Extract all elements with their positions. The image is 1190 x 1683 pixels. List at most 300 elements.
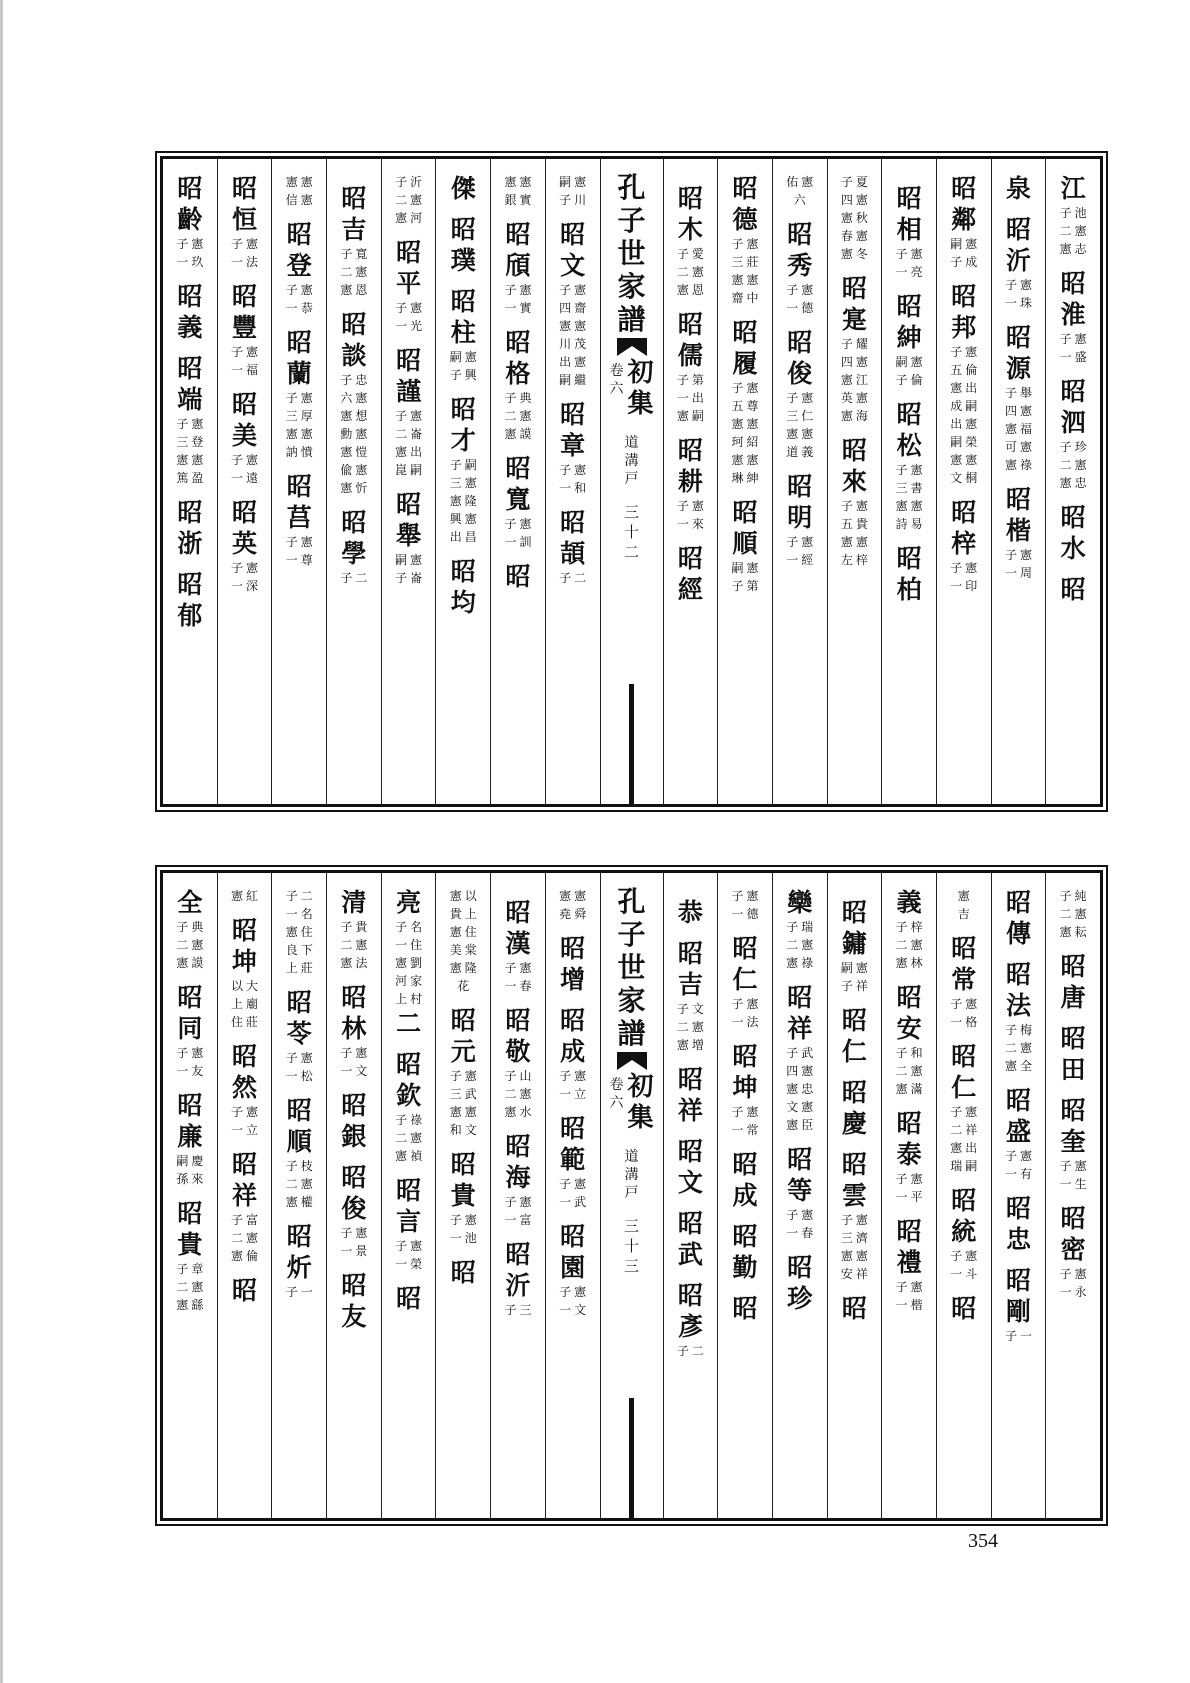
annotation-character: 二 xyxy=(176,938,189,952)
annotation-note xyxy=(176,1260,203,1278)
annotation-note xyxy=(732,433,759,451)
genealogy-column xyxy=(271,873,326,1518)
name-character: 昭 xyxy=(286,220,312,249)
annotation-character: 紳 xyxy=(746,471,759,485)
name-character: 安 xyxy=(896,1014,922,1043)
name-character: 俊 xyxy=(341,1194,367,1223)
annotation-character: 子 xyxy=(504,1069,517,1083)
annotation-character: 憲 xyxy=(285,175,298,189)
annotation-character: 子 xyxy=(285,1159,298,1173)
publisher-character: 戸 xyxy=(624,1185,639,1201)
annotation-note xyxy=(1005,1165,1032,1183)
name-character: 範 xyxy=(560,1145,586,1174)
name-character: 亮 xyxy=(396,888,422,917)
annotation-note xyxy=(340,443,367,461)
annotation-character: 子 xyxy=(1059,206,1072,220)
name-character: 昭 xyxy=(450,1150,476,1179)
annotation-character: 繇 xyxy=(191,1298,204,1312)
title-character: 世 xyxy=(617,237,646,270)
annotation-character: 三 xyxy=(731,255,744,269)
name-character: 昭 xyxy=(841,1294,867,1323)
name-character: 昭 xyxy=(896,544,922,573)
annotation-character: 子 xyxy=(176,1262,189,1276)
annotation-character: 崙 xyxy=(410,427,423,441)
annotation-note xyxy=(231,1103,258,1121)
annotation-character: 憲 xyxy=(1074,458,1087,472)
annotation-note xyxy=(841,533,868,551)
folio-character: 三 xyxy=(623,1217,639,1235)
annotation-character: 法 xyxy=(355,956,368,970)
annotation-note xyxy=(958,887,970,905)
annotation-note xyxy=(231,253,258,271)
annotation-character: 實 xyxy=(519,193,532,207)
annotation-character: 松 xyxy=(300,1069,313,1083)
name-character: 昭 xyxy=(560,934,586,963)
annotation-character: 憲 xyxy=(246,237,259,251)
name-character: 順 xyxy=(732,529,758,558)
annotation-character: 莊 xyxy=(300,961,313,975)
annotation-note xyxy=(286,923,313,941)
annotation-character: 憲 xyxy=(574,1285,587,1299)
annotation-character: 憲 xyxy=(574,319,587,333)
annotation-note xyxy=(1005,1021,1032,1039)
annotation-character: 立 xyxy=(574,1087,587,1101)
annotation-note xyxy=(286,941,313,959)
annotation-character: 二 xyxy=(895,938,908,952)
name-character: 水 xyxy=(1060,534,1086,563)
annotation-character: 印 xyxy=(965,579,978,593)
name-character: 昭 xyxy=(396,490,422,519)
annotation-character: 憲 xyxy=(840,409,853,423)
title-character: 子 xyxy=(617,918,646,951)
name-character: 平 xyxy=(396,269,422,298)
annotation-character: 臣 xyxy=(801,1118,814,1132)
annotation-character: 憲 xyxy=(574,283,587,297)
annotation-character: 憲 xyxy=(676,409,689,423)
name-character: 昭 xyxy=(787,1253,813,1282)
annotation-note xyxy=(841,335,868,353)
name-character: 昭 xyxy=(450,395,476,424)
collection-character: 集 xyxy=(627,389,654,419)
annotation-character: 憲 xyxy=(449,925,462,939)
annotation-character: 一 xyxy=(340,1064,353,1078)
name-character: 昭 xyxy=(560,400,586,429)
annotation-note xyxy=(841,1247,868,1265)
annotation-character: 二 xyxy=(676,1020,689,1034)
name-character: 昭 xyxy=(677,544,703,573)
annotation-note xyxy=(1005,456,1032,474)
name-character: 昭 xyxy=(896,983,922,1012)
annotation-character: 憲 xyxy=(285,1195,298,1209)
name-character: 昭 xyxy=(951,1294,977,1323)
name-character: 銀 xyxy=(341,1122,367,1151)
annotation-note xyxy=(732,995,759,1013)
annotation-character: 常 xyxy=(746,1123,759,1137)
annotation-note xyxy=(286,281,313,299)
annotation-character: 憲 xyxy=(449,889,462,903)
annotation-note xyxy=(958,905,970,923)
annotation-character: 志 xyxy=(1074,242,1087,256)
annotation-character: 一 xyxy=(1059,350,1072,364)
annotation-character: 嗣 xyxy=(410,463,423,477)
annotation-character: 子 xyxy=(950,345,963,359)
annotation-character: 崑 xyxy=(395,463,408,477)
annotation-character: 憲 xyxy=(300,175,313,189)
annotation-character: 倫 xyxy=(910,373,923,387)
annotation-note xyxy=(677,1342,704,1360)
annotation-character: 憲 xyxy=(910,1172,923,1186)
name-character: 昭 xyxy=(677,1209,703,1238)
annotation-character: 憲 xyxy=(300,1177,313,1191)
name-character: 坤 xyxy=(732,1073,758,1102)
name-character: 仁 xyxy=(951,1073,977,1102)
name-character: 成 xyxy=(732,1181,758,1210)
name-character: 昭 xyxy=(732,1042,758,1071)
annotation-note xyxy=(286,1067,313,1085)
annotation-note xyxy=(340,1044,367,1062)
annotation-note xyxy=(176,469,203,487)
volume-character: 六 xyxy=(609,1095,624,1111)
annotation-character: 二 xyxy=(950,1123,963,1137)
annotation-character: 憲 xyxy=(676,283,689,297)
annotation-note xyxy=(395,918,422,936)
annotation-character: 憲 xyxy=(449,961,462,975)
annotation-character: 滿 xyxy=(910,1082,923,1096)
annotation-character: 一 xyxy=(285,301,298,315)
annotation-note xyxy=(1060,1175,1087,1193)
annotation-character: 茂 xyxy=(574,337,587,351)
annotation-note xyxy=(896,1188,923,1206)
annotation-character: 憲 xyxy=(464,1105,477,1119)
annotation-character: 憲 xyxy=(504,1105,517,1119)
annotation-character: 三 xyxy=(786,409,799,423)
annotation-note xyxy=(732,451,759,469)
annotation-character: 榮 xyxy=(965,435,978,449)
annotation-character: 河 xyxy=(410,211,423,225)
annotation-character: 花 xyxy=(457,979,470,993)
annotation-note xyxy=(286,1049,313,1067)
annotation-character: 憲 xyxy=(1074,907,1087,921)
annotation-character: 一 xyxy=(895,1298,908,1312)
name-character: 漢 xyxy=(505,929,531,958)
annotation-note xyxy=(950,995,977,1013)
annotation-character: 三 xyxy=(285,409,298,423)
annotation-character: 春 xyxy=(801,1226,814,1240)
annotation-character: 憲 xyxy=(355,1226,368,1240)
annotation-character: 河 xyxy=(395,974,408,988)
name-character: 珍 xyxy=(787,1284,813,1313)
annotation-character: 憲 xyxy=(1019,1041,1032,1055)
annotation-character: 子 xyxy=(731,579,744,593)
name-character: 美 xyxy=(232,421,258,450)
annotation-character: 二 xyxy=(786,938,799,952)
annotation-character: 子 xyxy=(559,1285,572,1299)
annotation-character: 憲 xyxy=(1004,422,1017,436)
annotation-character: 梓 xyxy=(910,920,923,934)
annotation-character: 憲 xyxy=(1019,548,1032,562)
annotation-character: 憲 xyxy=(950,453,963,467)
annotation-character: 子 xyxy=(676,499,689,513)
annotation-character: 武 xyxy=(464,1087,477,1101)
annotation-character: 子 xyxy=(231,345,244,359)
annotation-character: 子 xyxy=(395,175,408,189)
annotation-character: 憲 xyxy=(965,1105,978,1119)
annotation-character: 憲 xyxy=(965,1249,978,1263)
annotation-character: 憲 xyxy=(519,1195,532,1209)
annotation-character: 紅 xyxy=(246,889,259,903)
annotation-character: 子 xyxy=(950,255,963,269)
annotation-character: 憲 xyxy=(746,889,759,903)
annotation-note xyxy=(896,497,923,515)
annotation-character: 憲 xyxy=(519,517,532,531)
name-character: 江 xyxy=(1060,174,1086,203)
name-character: 昭 xyxy=(450,215,476,244)
name-character: 昭 xyxy=(677,310,703,339)
annotation-character: 憲 xyxy=(801,1064,814,1078)
annotation-character: 子 xyxy=(340,247,353,261)
annotation-note xyxy=(176,451,203,469)
annotation-character: 祥 xyxy=(855,979,868,993)
name-character: 來 xyxy=(841,467,867,496)
annotation-character: 子 xyxy=(950,561,963,575)
name-character: 昭 xyxy=(1005,485,1031,514)
annotation-character: 出 xyxy=(965,381,978,395)
annotation-character: 想 xyxy=(355,409,368,423)
annotation-character: 子 xyxy=(895,247,908,261)
annotation-note xyxy=(340,425,367,443)
annotation-note xyxy=(559,479,586,497)
name-character: 勤 xyxy=(732,1253,758,1282)
genealogy-column xyxy=(326,873,381,1518)
annotation-character: 典 xyxy=(191,920,204,934)
annotation-note xyxy=(286,407,313,425)
name-character: 昭 xyxy=(505,328,531,357)
genealogy-column xyxy=(772,873,827,1518)
annotation-character: 子 xyxy=(786,1046,799,1060)
annotation-character: 勳 xyxy=(340,427,353,441)
annotation-character: 子 xyxy=(285,1285,298,1299)
annotation-character: 冬 xyxy=(855,247,868,261)
annotation-character: 子 xyxy=(285,391,298,405)
name-character: 法 xyxy=(1005,991,1031,1020)
annotation-character: 道 xyxy=(786,445,799,459)
annotation-note xyxy=(841,173,868,191)
annotation-character: 憲 xyxy=(965,417,978,431)
annotation-note xyxy=(896,1296,923,1314)
folio-character: 二 xyxy=(623,543,639,561)
annotation-character: 一 xyxy=(231,471,244,485)
annotation-note xyxy=(504,389,531,407)
annotation-note xyxy=(176,1044,203,1062)
annotation-character: 憲 xyxy=(910,355,923,369)
annotation-character: 子 xyxy=(950,1105,963,1119)
annotation-note xyxy=(286,533,313,551)
annotation-character: 出 xyxy=(410,445,423,459)
annotation-character: 平 xyxy=(910,1190,923,1204)
annotation-note xyxy=(732,253,759,271)
annotation-character: 六 xyxy=(793,193,806,207)
name-character: 昭 xyxy=(1060,377,1086,406)
name-character: 昭 xyxy=(450,287,476,316)
annotation-character: 忠 xyxy=(355,373,368,387)
annotation-character: 憲 xyxy=(231,1249,244,1263)
annotation-character: 子 xyxy=(559,1177,572,1191)
annotation-character: 五 xyxy=(731,399,744,413)
annotation-note xyxy=(1005,546,1032,564)
annotation-character: 吉 xyxy=(957,907,970,921)
collection-label xyxy=(627,1072,653,1134)
annotation-note xyxy=(450,905,477,923)
annotation-character: 子 xyxy=(340,1226,353,1240)
annotation-note xyxy=(1060,240,1087,258)
annotation-character: 和 xyxy=(574,481,587,495)
annotation-character: 左 xyxy=(840,553,853,567)
annotation-character: 子 xyxy=(340,1046,353,1060)
annotation-character: 增 xyxy=(691,1038,704,1052)
annotation-character: 詩 xyxy=(895,517,908,531)
name-character: 昭 xyxy=(450,557,476,586)
annotation-character: 子 xyxy=(340,571,353,585)
name-character: 昭 xyxy=(177,354,203,383)
annotation-character: 子 xyxy=(840,175,853,189)
name-character: 成 xyxy=(560,1037,586,1066)
annotation-character: 一 xyxy=(285,1069,298,1083)
name-character: 吉 xyxy=(677,970,703,999)
annotation-note xyxy=(395,1129,422,1147)
name-character: 元 xyxy=(450,1037,476,1066)
annotation-character: 憲 xyxy=(355,938,368,952)
genealogy-column xyxy=(881,873,936,1518)
annotation-note xyxy=(286,551,313,569)
annotation-note xyxy=(395,990,422,1008)
name-character: 文 xyxy=(677,1168,703,1197)
annotation-note xyxy=(504,281,531,299)
annotation-character: 二 xyxy=(285,1177,298,1191)
name-character: 廉 xyxy=(177,1122,203,1151)
annotation-character: 嗣 xyxy=(965,399,978,413)
annotation-character: 一 xyxy=(1004,566,1017,580)
annotation-character: 來 xyxy=(691,517,704,531)
genealogy-column xyxy=(490,159,545,804)
name-character: 昭 xyxy=(177,174,203,203)
annotation-note xyxy=(559,1301,586,1319)
title-character: 子 xyxy=(617,204,646,237)
annotation-note xyxy=(677,389,704,407)
name-character: 昭 xyxy=(677,436,703,465)
annotation-note xyxy=(896,918,923,936)
annotation-note xyxy=(1005,564,1032,582)
annotation-character: 祿 xyxy=(801,956,814,970)
name-character: 寬 xyxy=(505,485,531,514)
annotation-character: 憲 xyxy=(574,175,587,189)
name-character: 俊 xyxy=(787,359,813,388)
annotation-character: 嗣 xyxy=(395,553,408,567)
name-character: 昭 xyxy=(396,1176,422,1205)
annotation-character: 憲 xyxy=(1074,332,1087,346)
annotation-character: 一 xyxy=(950,1267,963,1281)
name-character: 蘭 xyxy=(286,359,312,388)
name-character: 苓 xyxy=(286,1019,312,1048)
name-character: 昭 xyxy=(286,1222,312,1251)
annotation-note xyxy=(950,379,977,397)
annotation-character: 憲 xyxy=(840,211,853,225)
annotation-character: 上 xyxy=(395,992,408,1006)
annotation-character: 子 xyxy=(1059,1159,1072,1173)
annotation-character: 桐 xyxy=(965,471,978,485)
name-character: 昭 xyxy=(232,1042,258,1071)
annotation-note xyxy=(504,1103,531,1121)
name-character: 昭 xyxy=(341,508,367,537)
name-character: 昭 xyxy=(1005,888,1031,917)
name-character: 學 xyxy=(341,539,367,568)
annotation-character: 章 xyxy=(191,1262,204,1276)
annotation-character: 廟 xyxy=(246,997,259,1011)
name-character: 昭 xyxy=(341,983,367,1012)
annotation-character: 實 xyxy=(519,301,532,315)
annotation-note xyxy=(786,1044,813,1062)
annotation-character: 貴 xyxy=(355,920,368,934)
annotation-character: 一 xyxy=(231,1123,244,1137)
annotation-note xyxy=(450,510,477,528)
publisher-character: 溝 xyxy=(624,1167,639,1183)
annotation-character: 憲 xyxy=(855,355,868,369)
annotation-character: 憲 xyxy=(731,453,744,467)
annotation-note xyxy=(677,281,704,299)
annotation-character: 四 xyxy=(840,355,853,369)
annotation-note xyxy=(340,263,367,281)
genealogy-column xyxy=(1045,873,1100,1518)
annotation-character: 憲 xyxy=(950,1141,963,1155)
name-character: 淮 xyxy=(1060,300,1086,329)
annotation-character: 水 xyxy=(519,1105,532,1119)
annotation-note xyxy=(1060,923,1087,941)
annotation-character: 子 xyxy=(559,1069,572,1083)
annotation-note xyxy=(504,959,531,977)
annotation-note xyxy=(896,1080,923,1098)
name-character: 吉 xyxy=(341,215,367,244)
genealogy-column xyxy=(936,873,991,1518)
genealogy-column xyxy=(717,873,772,1518)
name-character: 昭 xyxy=(896,184,922,213)
annotation-character: 名 xyxy=(300,907,313,921)
annotation-character: 憲 xyxy=(786,1082,799,1096)
annotation-character: 憲 xyxy=(519,961,532,975)
annotation-note xyxy=(1005,420,1032,438)
annotation-character: 偸 xyxy=(340,463,353,477)
annotation-character: 憲 xyxy=(410,301,423,315)
annotation-character: 憲 xyxy=(246,345,259,359)
annotation-character: 憲 xyxy=(300,1051,313,1065)
volume-character: 卷 xyxy=(609,1077,624,1093)
annotation-character: 訥 xyxy=(285,445,298,459)
annotation-note xyxy=(286,959,313,977)
name-character: 昭 xyxy=(787,328,813,357)
annotation-character: 憲 xyxy=(746,273,759,287)
name-character: 梓 xyxy=(951,529,977,558)
name-character: 昭 xyxy=(841,1150,867,1179)
name-character: 昭 xyxy=(341,1091,367,1120)
annotation-character: 枝 xyxy=(300,1159,313,1173)
annotation-character: 隆 xyxy=(464,494,477,508)
name-character: 清 xyxy=(341,888,367,917)
annotation-note xyxy=(340,479,367,497)
name-character: 昭 xyxy=(232,282,258,311)
annotation-character: 憲 xyxy=(300,193,313,207)
annotation-character: 憲 xyxy=(559,319,572,333)
annotation-character: 一 xyxy=(285,907,298,921)
annotation-note xyxy=(450,456,477,474)
annotation-character: 祥 xyxy=(965,1123,978,1137)
